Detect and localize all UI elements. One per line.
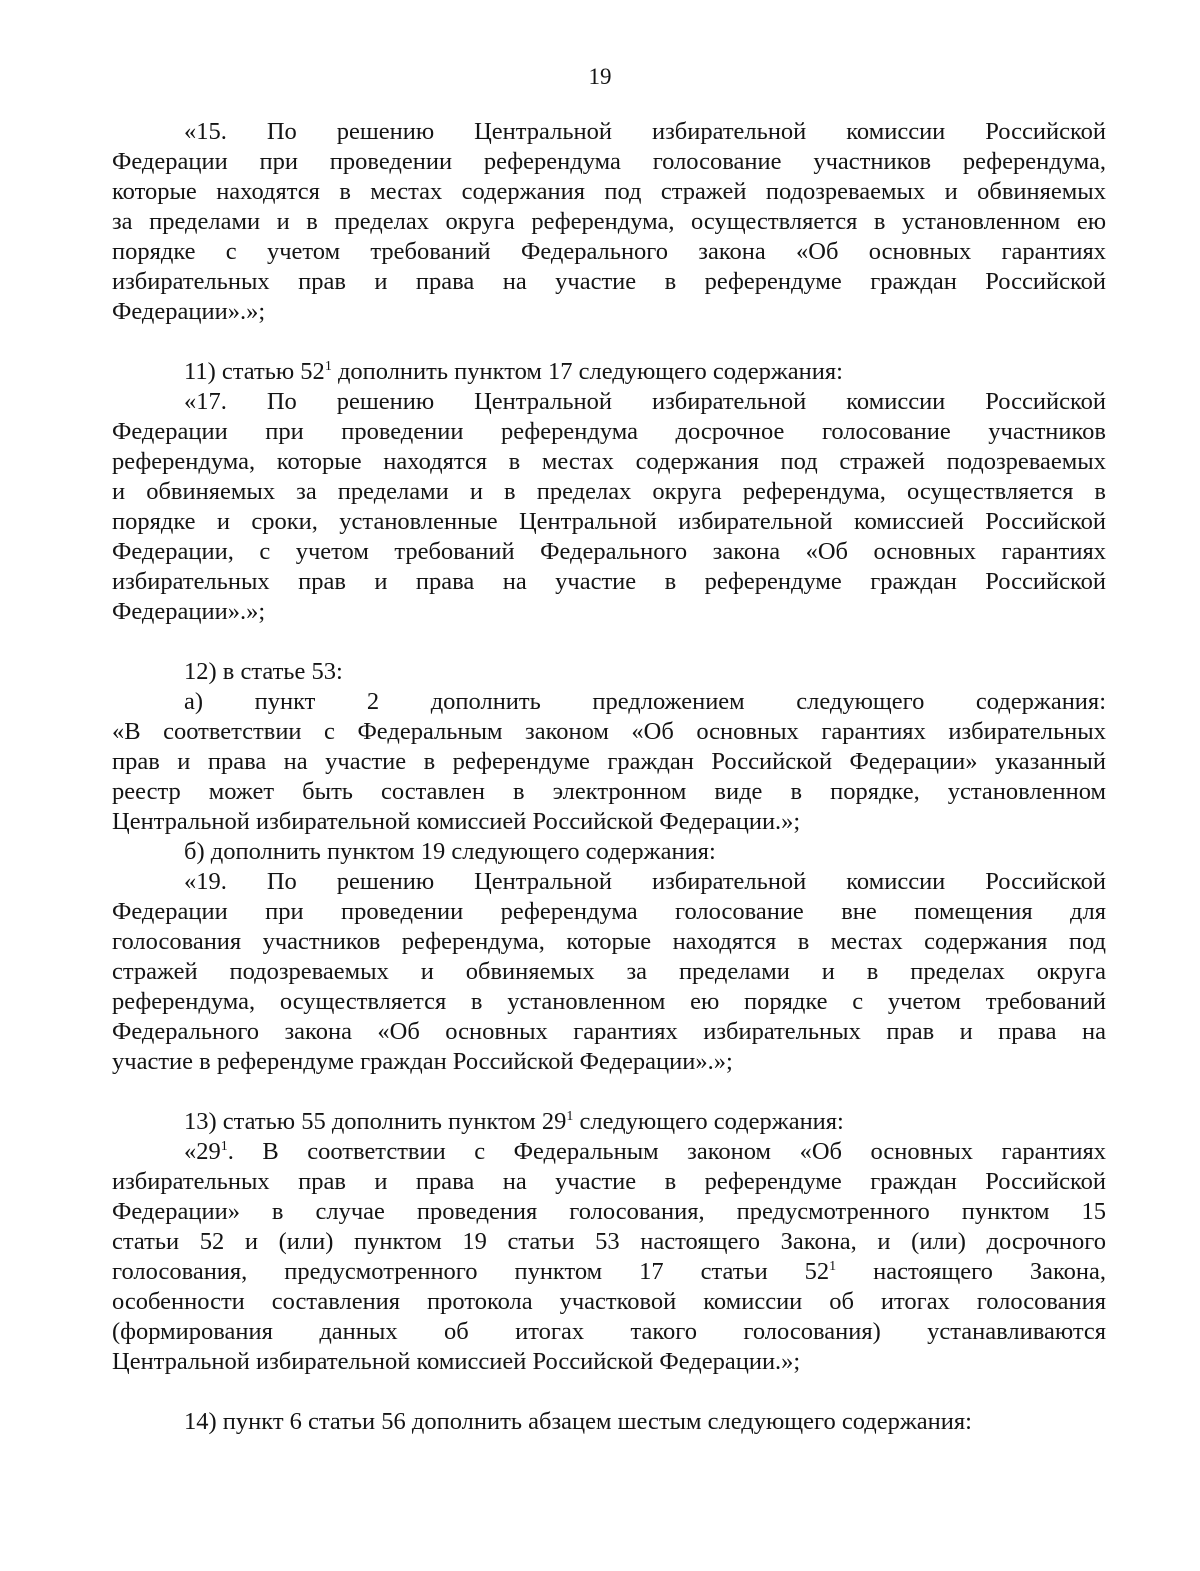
text-line: 14) пункт 6 статьи 56 дополнить абзацем шестым следующего содержания:: [184, 1408, 972, 1435]
text-line: Федерации».»;: [112, 298, 266, 325]
superscript: 1: [829, 1259, 837, 1274]
text-line: прав и права на участие в референдуме граждан Российской Федерации» указанный: [112, 748, 1106, 775]
text-line: избирательных прав и права на участие в референдуме граждан Российской: [112, 1168, 1106, 1195]
text-line: Федерации».»;: [112, 598, 266, 625]
text-line: избирательных прав и права на участие в референдуме граждан Российской: [112, 568, 1106, 595]
text-line: голосования, предусмотренного пунктом 17 статьи $52^1$ настоящего Закона,: [112, 1258, 1106, 1285]
text-line: которые находятся в местах содержания под стражей подозреваемых и обвиняемых: [112, 178, 1106, 205]
superscript: 1: [566, 1109, 574, 1124]
text-line: Федерации, с учетом требований Федерального закона «Об основных гарантиях: [112, 538, 1106, 565]
text-line: референдума, осуществляется в установленном ею порядке с учетом требований: [112, 988, 1106, 1015]
text-line: «$29^1$. В соответствии с Федеральным законом «Об основных гарантиях: [184, 1138, 1106, 1165]
text-line: особенности составления протокола участковой комиссии об итогах голосования: [112, 1288, 1106, 1315]
text-line: Федерального закона «Об основных гарантиях избирательных прав и права на: [112, 1018, 1106, 1045]
text-line: голосования участников референдума, которые находятся в местах содержания под: [112, 928, 1106, 955]
text-line: порядке с учетом требований Федерального закона «Об основных гарантиях: [112, 238, 1106, 265]
text-line: Центральной избирательной комиссией Российской Федерации.»;: [112, 808, 801, 835]
text-line: статьи 52 и (или) пунктом 19 статьи 53 настоящего Закона, и (или) досрочного: [112, 1228, 1106, 1255]
text-line: (формирования данных об итогах такого голосования) устанавливаются: [112, 1318, 1106, 1345]
text-line: «19. По решению Центральной избирательной комиссии Российской: [184, 868, 1106, 895]
text-line: 11) статью $52^1$ дополнить пунктом 17 следующего содержания:: [184, 358, 843, 385]
text-line: реестр может быть составлен в электронном виде в порядке, установленном: [112, 778, 1106, 805]
text-line: за пределами и в пределах округа референдума, осуществляется в установленном ею: [112, 208, 1106, 235]
text-line: референдума, которые находятся в местах содержания под стражей подозреваемых: [112, 448, 1106, 475]
text-line: Центральной избирательной комиссией Российской Федерации.»;: [112, 1348, 801, 1375]
text-line: Федерации» в случае проведения голосования, предусмотренного пунктом 15: [112, 1198, 1106, 1225]
text-line: и обвиняемых за пределами и в пределах округа референдума, осуществляется в: [112, 478, 1106, 505]
text-line: участие в референдуме граждан Российской Федерации».»;: [112, 1048, 733, 1075]
page-number: 19: [588, 64, 612, 89]
superscript: 1: [220, 1139, 228, 1154]
text-line: б) дополнить пунктом 19 следующего содержания:: [184, 838, 716, 865]
text-line: избирательных прав и права на участие в референдуме граждан Российской: [112, 268, 1106, 295]
text-line: «17. По решению Центральной избирательной комиссии Российской: [184, 388, 1106, 415]
text-line: стражей подозреваемых и обвиняемых за пределами и в пределах округа: [112, 958, 1106, 985]
text-line: Федерации при проведении референдума голосование вне помещения для: [112, 898, 1106, 925]
text-line: Федерации при проведении референдума голосование участников референдума,: [112, 148, 1106, 175]
text-line: «В соответствии с Федеральным законом «Об основных гарантиях избирательных: [112, 718, 1106, 745]
superscript: 1: [324, 359, 332, 374]
text-line: а) пункт 2 дополнить предложением следующего содержания:: [184, 688, 1106, 715]
text-line: 12) в статье 53:: [184, 658, 343, 685]
text-line: порядке и сроки, установленные Центральной избирательной комиссией Российской: [112, 508, 1106, 535]
text-line: Федерации при проведении референдума досрочное голосование участников: [112, 418, 1106, 445]
text-line: «15. По решению Центральной избирательной комиссии Российской: [184, 118, 1106, 145]
text-line: 13) статью 55 дополнить пунктом $29^1$ следующего содержания:: [184, 1108, 844, 1135]
